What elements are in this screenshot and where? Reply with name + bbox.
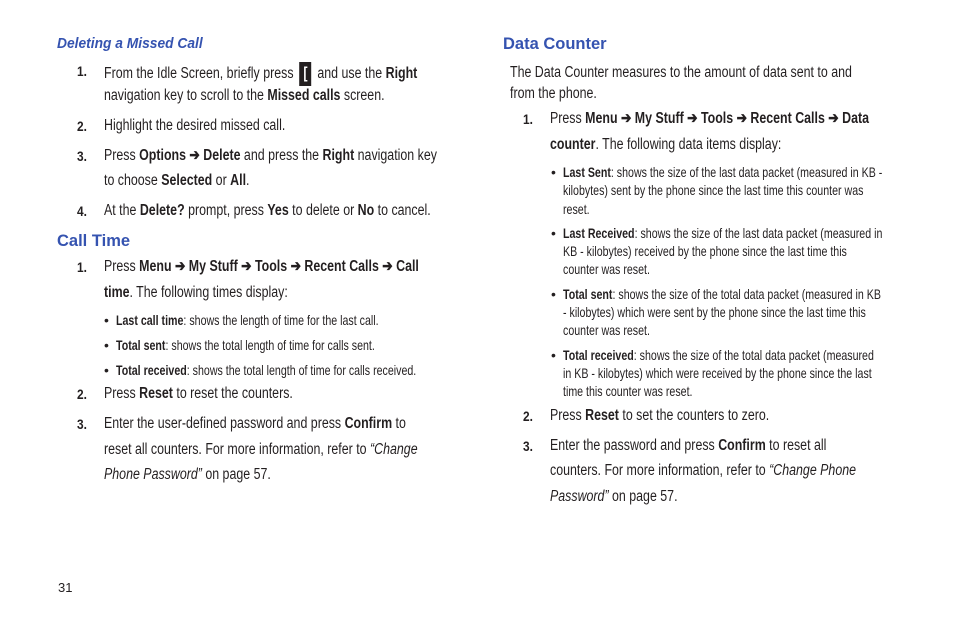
- text-segment: counters. For more information, refer to: [550, 462, 770, 479]
- page-number: 31: [58, 580, 73, 595]
- text-segment: counter was reset.: [563, 322, 650, 338]
- step-text: [104, 385, 293, 403]
- step-number: 1.: [77, 63, 87, 79]
- text-segment: Press: [104, 258, 140, 275]
- text-segment: or: [212, 172, 231, 189]
- cross-reference: Phone Password”: [104, 466, 202, 483]
- bold-term: Delete?: [139, 202, 185, 219]
- text-segment: to reset all: [765, 437, 827, 454]
- step-text: [104, 172, 249, 190]
- step-number: 3.: [523, 438, 533, 454]
- text-segment: to: [392, 415, 406, 432]
- step-text: [104, 117, 285, 135]
- step-text: [104, 258, 419, 276]
- bold-term: counter: [550, 136, 596, 153]
- step-number: 2.: [77, 118, 87, 134]
- bullet-text: [563, 163, 882, 181]
- bullet-text: [563, 181, 863, 199]
- text-segment: navigation key to scroll to the: [104, 87, 268, 104]
- bullet-text: [116, 361, 416, 379]
- bullet: •: [104, 312, 109, 328]
- text-segment: From the Idle Screen, briefly press: [104, 65, 297, 83]
- text-segment: time this counter was reset.: [563, 383, 693, 399]
- bullet-text: [563, 364, 872, 382]
- text-segment: Enter the user-defined password and press: [104, 415, 345, 432]
- text-segment: counter was reset.: [563, 261, 650, 277]
- text-segment: on page 57.: [608, 488, 678, 505]
- step-text: [104, 62, 417, 86]
- section-heading-deleting-missed-call: Deleting a Missed Call: [57, 35, 203, 52]
- step-text: [104, 284, 288, 302]
- bold-term: Total sent: [563, 286, 613, 302]
- text-segment: .: [246, 172, 250, 189]
- bullet: •: [551, 225, 556, 241]
- text-segment: : shows the size of the last data packet (measured in: [634, 225, 883, 241]
- text-segment: - kilobytes) which were sent by the phone since the last time this: [563, 304, 866, 320]
- step-text: [104, 87, 385, 105]
- bold-term: Menu ➔ My Stuff ➔ Tools ➔ Recent Calls ➔ Call: [139, 258, 419, 275]
- bold-term: Selected: [161, 172, 213, 189]
- bold-term: Menu ➔ My Stuff ➔ Tools ➔ Recent Calls ➔ Data: [585, 110, 869, 127]
- bullet-text: [563, 382, 693, 400]
- paragraph-text: [510, 85, 597, 103]
- bullet-text: [563, 242, 847, 260]
- step-number: 3.: [77, 148, 87, 164]
- text-segment: : shows the size of the total data packet (measured: [633, 347, 874, 363]
- step-number: 1.: [523, 111, 533, 127]
- text-segment: to cancel.: [374, 202, 431, 219]
- text-segment: Press: [550, 407, 586, 424]
- bold-term: Missed calls: [267, 87, 341, 104]
- text-segment: kilobytes) sent by the phone since the last time this counter was: [563, 182, 864, 198]
- bold-term: Confirm: [344, 415, 393, 432]
- bullet-text: [563, 303, 866, 321]
- text-segment: : shows the total length of time for calls received.: [186, 362, 417, 378]
- bullet-text: [563, 260, 650, 278]
- bullet: •: [551, 286, 556, 302]
- bullet-text: [563, 200, 590, 218]
- text-segment: prompt, press: [184, 202, 268, 219]
- bullet: •: [104, 337, 109, 353]
- bold-term: Reset: [585, 407, 619, 424]
- end-key-icon: [: [299, 62, 311, 86]
- text-segment: Highlight the desired missed call.: [104, 117, 286, 134]
- bold-term: Last Sent: [563, 164, 611, 180]
- step-text: [550, 462, 856, 480]
- text-segment: Press: [550, 110, 586, 127]
- text-segment: navigation key: [354, 147, 437, 164]
- cross-reference: “Change: [370, 441, 418, 458]
- step-text: [104, 202, 431, 220]
- bold-term: Right: [322, 147, 355, 164]
- step-text: [104, 147, 437, 165]
- bullet-text: [563, 224, 882, 242]
- bold-term: All: [230, 172, 247, 189]
- section-heading-call-time: Call Time: [57, 232, 131, 250]
- step-text: [550, 488, 678, 506]
- text-segment: to set the counters to zero.: [618, 407, 770, 424]
- text-segment: in KB - kilobytes) which were received by the phone since the last: [563, 365, 872, 381]
- bullet-text: [116, 311, 379, 329]
- step-text: [104, 415, 406, 433]
- text-segment: . The following times display:: [129, 284, 288, 301]
- bold-term: Total received: [563, 347, 634, 363]
- paragraph-text: [510, 64, 852, 82]
- bold-term: Total received: [116, 362, 187, 378]
- bold-term: Yes: [267, 202, 289, 219]
- text-segment: from the phone.: [510, 85, 597, 102]
- text-segment: Press: [104, 147, 140, 164]
- bullet-text: [563, 346, 874, 364]
- text-segment: : shows the total length of time for calls sent.: [165, 337, 375, 353]
- bullet: •: [551, 164, 556, 180]
- text-segment: reset all counters. For more information, refer to: [104, 441, 371, 458]
- bullet-text: [116, 336, 375, 354]
- cross-reference: Password”: [550, 488, 609, 505]
- step-text: [104, 466, 271, 484]
- section-heading-data-counter: Data Counter: [503, 35, 607, 53]
- step-number: 2.: [77, 386, 87, 402]
- bullet: •: [551, 347, 556, 363]
- step-text: [550, 110, 869, 128]
- step-number: 1.: [77, 259, 87, 275]
- step-number: 4.: [77, 203, 87, 219]
- step-number: 3.: [77, 416, 87, 432]
- bold-term: time: [104, 284, 130, 301]
- bold-term: Total sent: [116, 337, 166, 353]
- text-segment: : shows the size of the last data packet (measured in KB -: [610, 164, 883, 180]
- bold-term: Confirm: [718, 437, 766, 454]
- text-segment: to choose: [104, 172, 162, 189]
- step-text: [104, 441, 418, 459]
- bullet-text: [563, 285, 881, 303]
- text-segment: The Data Counter measures to the amount of data sent to and: [510, 64, 852, 81]
- text-segment: . The following data items display:: [595, 136, 782, 153]
- bold-term: Right: [385, 65, 418, 83]
- text-segment: to reset the counters.: [172, 385, 293, 402]
- text-segment: KB - kilobytes) received by the phone since the last time this: [563, 243, 847, 259]
- text-segment: Enter the password and press: [550, 437, 719, 454]
- cross-reference: “Change Phone: [769, 462, 857, 479]
- bullet: •: [104, 362, 109, 378]
- bold-term: Reset: [139, 385, 173, 402]
- bullet-text: [563, 321, 650, 339]
- text-segment: and use the: [313, 65, 386, 83]
- step-text: [550, 437, 826, 455]
- bold-term: Last Received: [563, 225, 635, 241]
- text-segment: : shows the length of time for the last call.: [183, 312, 379, 328]
- bold-term: Last call time: [116, 312, 184, 328]
- text-segment: : shows the size of the total data packet (measured in KB: [612, 286, 881, 302]
- step-number: 2.: [523, 408, 533, 424]
- step-text: [550, 407, 769, 425]
- text-segment: reset.: [563, 201, 590, 217]
- text-segment: screen.: [340, 87, 385, 104]
- bold-term: Options ➔ Delete: [139, 147, 241, 164]
- text-segment: At the: [104, 202, 140, 219]
- text-segment: and press the: [240, 147, 323, 164]
- text-segment: to delete or: [288, 202, 358, 219]
- text-segment: Press: [104, 385, 140, 402]
- step-text: [550, 136, 781, 154]
- bold-term: No: [357, 202, 375, 219]
- text-segment: on page 57.: [201, 466, 271, 483]
